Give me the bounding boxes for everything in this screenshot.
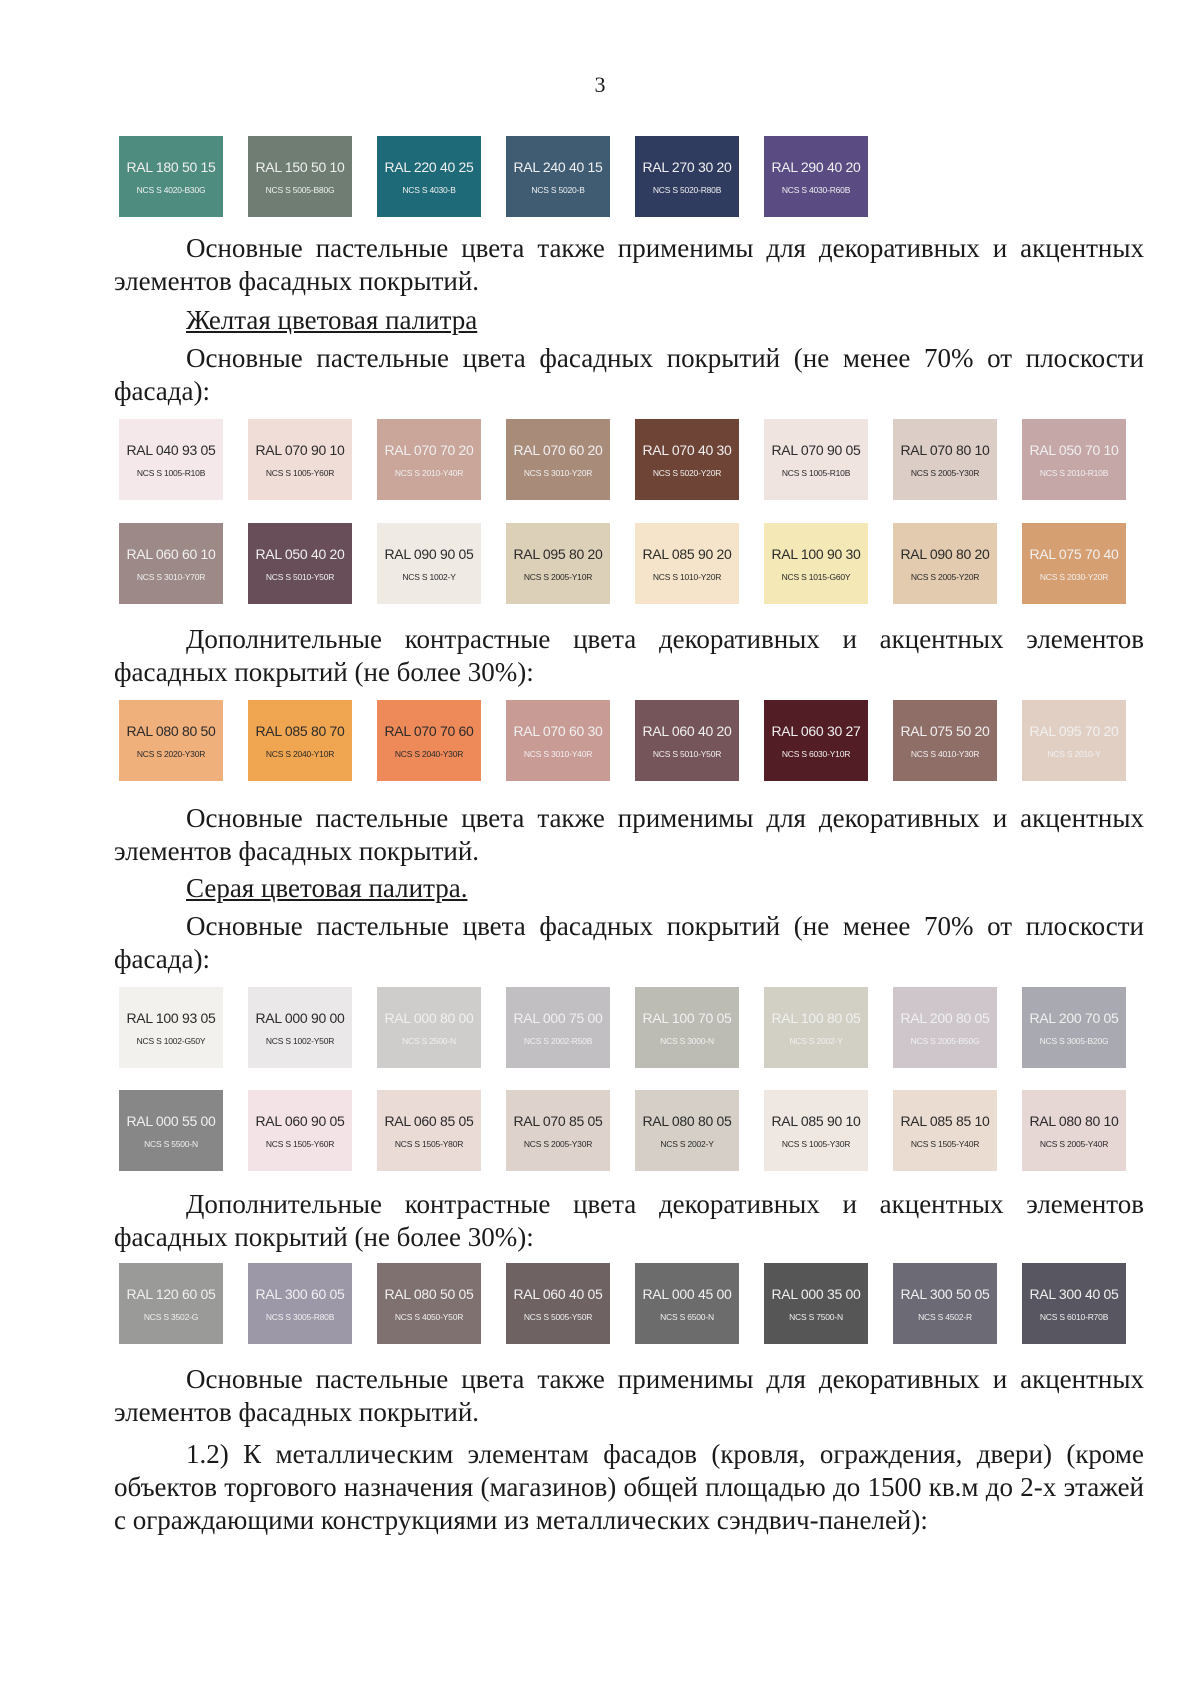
- swatch-ral-code: RAL 120 60 05: [126, 1285, 216, 1302]
- swatch-ral-code: RAL 070 80 10: [900, 441, 990, 458]
- color-swatch: [119, 523, 223, 604]
- swatch-ncs-code: NCS S 2010-R10B: [1039, 467, 1109, 478]
- swatch-ral-code: RAL 070 60 30: [513, 722, 603, 739]
- swatch-ncs-code: NCS S 2010-Y: [1047, 748, 1101, 759]
- swatch-ncs-code: NCS S 5010-Y50R: [265, 571, 335, 582]
- color-swatch: [635, 136, 739, 217]
- swatch-ncs-code: NCS S 1505-Y80R: [394, 1138, 464, 1149]
- swatch-ncs-code: NCS S 5020-Y20R: [652, 467, 722, 478]
- swatch-ncs-code: NCS S 2005-Y20R: [910, 571, 980, 582]
- swatch-ral-code: RAL 080 50 05: [384, 1285, 474, 1302]
- swatch-ncs-code: NCS S 4020-B30G: [136, 184, 206, 195]
- color-swatch: [119, 987, 223, 1068]
- swatch-ncs-code: NCS S 4030-B: [402, 184, 456, 195]
- paragraph-pastel-note-3: Основные пастельные цвета также применимы для декоративных и акцентных элементов фасадных покрытий.: [114, 1364, 1144, 1427]
- swatch-ncs-code: NCS S 1015-G60Y: [781, 571, 851, 582]
- swatch-ral-code: RAL 075 70 40: [1029, 545, 1119, 562]
- color-swatch: [506, 987, 610, 1068]
- page-number: 3: [594, 72, 606, 97]
- swatch-ncs-code: NCS S 4502-R: [918, 1311, 972, 1322]
- color-swatch: [1022, 1090, 1126, 1171]
- color-swatch: [893, 700, 997, 781]
- swatch-ral-code: RAL 100 80 05: [771, 1009, 861, 1026]
- color-swatch: [764, 523, 868, 604]
- color-swatch: [248, 987, 352, 1068]
- swatch-ncs-code: NCS S 7500-N: [789, 1311, 843, 1322]
- swatch-ncs-code: NCS S 1005-Y30R: [781, 1138, 851, 1149]
- color-swatch: [119, 700, 223, 781]
- swatch-ncs-code: NCS S 5005-B80G: [265, 184, 335, 195]
- swatch-ral-code: RAL 300 40 05: [1029, 1285, 1119, 1302]
- color-swatch: [119, 1090, 223, 1171]
- swatch-ncs-code: NCS S 2040-Y30R: [394, 748, 464, 759]
- swatch-ncs-code: NCS S 2005-B50G: [910, 1035, 980, 1046]
- color-swatch: [635, 1263, 739, 1344]
- swatch-ral-code: RAL 300 60 05: [255, 1285, 345, 1302]
- swatch-ral-code: RAL 085 90 10: [771, 1112, 861, 1129]
- swatch-ncs-code: NCS S 2005-Y30R: [523, 1138, 593, 1149]
- swatch-ral-code: RAL 070 40 30: [642, 441, 732, 458]
- color-swatch: [764, 700, 868, 781]
- swatch-ral-code: RAL 095 70 20: [1029, 722, 1119, 739]
- color-swatch: [506, 136, 610, 217]
- paragraph-metal-elements: 1.2) К металлическим элементам фасадов (кровля, ограждения, двери) (кроме объектов торгового назначения (магазинов) общей площадью до 1500 кв.м до 2-х этажей с ограждающими конструкциями из металлических сэндвич-панелей):: [114, 1439, 1144, 1535]
- swatch-ral-code: RAL 200 70 05: [1029, 1009, 1119, 1026]
- color-swatch: [506, 1090, 610, 1171]
- color-swatch: [893, 1090, 997, 1171]
- swatch-ral-code: RAL 070 60 20: [513, 441, 603, 458]
- swatch-ncs-code: NCS S 4050-Y50R: [394, 1311, 464, 1322]
- swatch-ncs-code: NCS S 2002-R50B: [523, 1035, 593, 1046]
- color-swatch: [119, 1263, 223, 1344]
- swatch-ral-code: RAL 100 70 05: [642, 1009, 732, 1026]
- color-swatch: [119, 136, 223, 217]
- swatch-ral-code: RAL 000 80 00: [384, 1009, 474, 1026]
- swatch-ral-code: RAL 060 40 20: [642, 722, 732, 739]
- swatch-row-grey-main-2: [119, 1090, 1151, 1171]
- color-swatch: [248, 700, 352, 781]
- swatch-ncs-code: NCS S 1002-Y50R: [265, 1035, 335, 1046]
- paragraph-pastel-note-2: Основные пастельные цвета также применимы для декоративных и акцентных элементов фасадных покрытий.: [114, 803, 1144, 866]
- swatch-ral-code: RAL 000 55 00: [126, 1112, 216, 1129]
- swatch-ral-code: RAL 060 40 05: [513, 1285, 603, 1302]
- swatch-row-grey-contrast: [119, 1263, 1151, 1344]
- color-swatch: [506, 700, 610, 781]
- swatch-ncs-code: NCS S 2030-Y20R: [1039, 571, 1109, 582]
- swatch-ncs-code: NCS S 2002-Y: [660, 1138, 714, 1149]
- swatch-ral-code: RAL 060 60 10: [126, 545, 216, 562]
- heading-yellow-palette: Желтая цветовая палитра: [186, 305, 478, 335]
- swatch-ncs-code: NCS S 3005-R80B: [265, 1311, 335, 1322]
- swatch-ral-code: RAL 050 70 10: [1029, 441, 1119, 458]
- heading-grey-palette: Серая цветовая палитра.: [186, 873, 468, 903]
- swatch-ral-code: RAL 200 80 05: [900, 1009, 990, 1026]
- swatch-ral-code: RAL 090 80 20: [900, 545, 990, 562]
- color-swatch: [248, 523, 352, 604]
- color-swatch: [506, 523, 610, 604]
- swatch-row-yellow-main-1: [119, 419, 1151, 500]
- swatch-ral-code: RAL 060 85 05: [384, 1112, 474, 1129]
- swatch-ral-code: RAL 060 90 05: [255, 1112, 345, 1129]
- swatch-row-yellow-contrast: [119, 700, 1151, 781]
- swatch-ncs-code: NCS S 3000-N: [660, 1035, 714, 1046]
- color-swatch: [377, 136, 481, 217]
- swatch-ncs-code: NCS S 3005-B20G: [1039, 1035, 1109, 1046]
- swatch-ral-code: RAL 300 50 05: [900, 1285, 990, 1302]
- color-swatch: [377, 1263, 481, 1344]
- color-swatch: [635, 419, 739, 500]
- swatch-ral-code: RAL 000 90 00: [255, 1009, 345, 1026]
- swatch-ncs-code: NCS S 5500-N: [144, 1138, 198, 1149]
- paragraph-main-pastel-yellow: Основные пастельные цвета фасадных покрытий (не менее 70% от плоскости фасада):: [114, 343, 1144, 406]
- paragraph-pastel-note-1: Основные пастельные цвета также применимы для декоративных и акцентных элементов фасадных покрытий.: [114, 233, 1144, 296]
- swatch-ncs-code: NCS S 5010-Y50R: [652, 748, 722, 759]
- swatch-ral-code: RAL 270 30 20: [642, 158, 732, 175]
- swatch-row-grey-main-1: [119, 987, 1151, 1068]
- color-swatch: [893, 523, 997, 604]
- swatch-ral-code: RAL 070 70 20: [384, 441, 474, 458]
- swatch-ncs-code: NCS S 6010-R70B: [1039, 1311, 1109, 1322]
- color-swatch: [893, 1263, 997, 1344]
- swatch-ral-code: RAL 075 50 20: [900, 722, 990, 739]
- swatch-ral-code: RAL 070 90 10: [255, 441, 345, 458]
- color-swatch: [377, 987, 481, 1068]
- swatch-ncs-code: NCS S 2040-Y10R: [265, 748, 335, 759]
- color-swatch: [764, 1263, 868, 1344]
- swatch-ral-code: RAL 100 90 30: [771, 545, 861, 562]
- color-swatch: [377, 700, 481, 781]
- color-swatch: [635, 987, 739, 1068]
- swatch-ncs-code: NCS S 1005-Y60R: [265, 467, 335, 478]
- color-swatch: [764, 419, 868, 500]
- swatch-ncs-code: NCS S 5020-R80B: [652, 184, 722, 195]
- color-swatch: [119, 419, 223, 500]
- swatch-ral-code: RAL 050 40 20: [255, 545, 345, 562]
- swatch-ncs-code: NCS S 2005-Y30R: [910, 467, 980, 478]
- color-swatch: [248, 136, 352, 217]
- swatch-ral-code: RAL 095 80 20: [513, 545, 603, 562]
- swatch-ncs-code: NCS S 5020-B: [531, 184, 585, 195]
- swatch-ncs-code: NCS S 3010-Y70R: [136, 571, 206, 582]
- color-swatch: [764, 1090, 868, 1171]
- swatch-ncs-code: NCS S 1002-Y: [402, 571, 456, 582]
- color-swatch: [893, 987, 997, 1068]
- color-swatch: [248, 419, 352, 500]
- swatch-ral-code: RAL 290 40 20: [771, 158, 861, 175]
- swatch-ncs-code: NCS S 2002-Y: [789, 1035, 843, 1046]
- swatch-ral-code: RAL 060 30 27: [771, 722, 861, 739]
- swatch-row-yellow-main-2: [119, 523, 1151, 604]
- swatch-ral-code: RAL 240 40 15: [513, 158, 603, 175]
- swatch-ral-code: RAL 090 90 05: [384, 545, 474, 562]
- paragraph-contrast-yellow: Дополнительные контрастные цвета декоративных и акцентных элементов фасадных покрытий (не более 30%):: [114, 624, 1144, 687]
- color-swatch: [248, 1263, 352, 1344]
- swatch-ral-code: RAL 000 35 00: [771, 1285, 861, 1302]
- swatch-ral-code: RAL 000 75 00: [513, 1009, 603, 1026]
- color-swatch: [764, 136, 868, 217]
- swatch-row-green-blue: [119, 136, 893, 217]
- swatch-ral-code: RAL 180 50 15: [126, 158, 216, 175]
- color-swatch: [377, 1090, 481, 1171]
- color-swatch: [1022, 987, 1126, 1068]
- color-swatch: [635, 700, 739, 781]
- swatch-ncs-code: NCS S 1005-R10B: [136, 467, 206, 478]
- swatch-ral-code: RAL 085 85 10: [900, 1112, 990, 1129]
- swatch-ral-code: RAL 070 70 60: [384, 722, 474, 739]
- swatch-ral-code: RAL 070 90 05: [771, 441, 861, 458]
- color-swatch: [635, 523, 739, 604]
- swatch-ncs-code: NCS S 4030-R60B: [781, 184, 851, 195]
- swatch-ral-code: RAL 000 45 00: [642, 1285, 732, 1302]
- swatch-ral-code: RAL 080 80 50: [126, 722, 216, 739]
- swatch-ral-code: RAL 100 93 05: [126, 1009, 216, 1026]
- swatch-ncs-code: NCS S 4010-Y30R: [910, 748, 980, 759]
- swatch-ncs-code: NCS S 6030-Y10R: [781, 748, 851, 759]
- swatch-ncs-code: NCS S 2020-Y30R: [136, 748, 206, 759]
- color-swatch: [248, 1090, 352, 1171]
- swatch-ncs-code: NCS S 6500-N: [660, 1311, 714, 1322]
- color-swatch: [377, 523, 481, 604]
- color-swatch: [1022, 523, 1126, 604]
- color-swatch: [1022, 700, 1126, 781]
- swatch-ral-code: RAL 085 80 70: [255, 722, 345, 739]
- swatch-ral-code: RAL 080 80 05: [642, 1112, 732, 1129]
- swatch-ncs-code: NCS S 2010-Y40R: [394, 467, 464, 478]
- swatch-ncs-code: NCS S 1002-G50Y: [136, 1035, 206, 1046]
- color-swatch: [635, 1090, 739, 1171]
- swatch-ncs-code: NCS S 1010-Y20R: [652, 571, 722, 582]
- swatch-ral-code: RAL 070 85 05: [513, 1112, 603, 1129]
- color-swatch: [506, 1263, 610, 1344]
- swatch-ral-code: RAL 150 50 10: [255, 158, 345, 175]
- swatch-ral-code: RAL 220 40 25: [384, 158, 474, 175]
- swatch-ncs-code: NCS S 2500-N: [402, 1035, 456, 1046]
- swatch-ncs-code: NCS S 3010-Y20R: [523, 467, 593, 478]
- paragraph-main-pastel-grey: Основные пастельные цвета фасадных покрытий (не менее 70% от плоскости фасада):: [114, 911, 1144, 974]
- swatch-ncs-code: NCS S 3502-G: [143, 1311, 199, 1322]
- swatch-ncs-code: NCS S 1505-Y60R: [265, 1138, 335, 1149]
- color-swatch: [1022, 419, 1126, 500]
- swatch-ral-code: RAL 085 90 20: [642, 545, 732, 562]
- color-swatch: [764, 987, 868, 1068]
- swatch-ral-code: RAL 080 80 10: [1029, 1112, 1119, 1129]
- color-swatch: [506, 419, 610, 500]
- swatch-ncs-code: NCS S 2005-Y10R: [523, 571, 593, 582]
- color-swatch: [893, 419, 997, 500]
- swatch-ncs-code: NCS S 2005-Y40R: [1039, 1138, 1109, 1149]
- paragraph-contrast-grey: Дополнительные контрастные цвета декоративных и акцентных элементов фасадных покрытий (не более 30%):: [114, 1189, 1144, 1252]
- color-swatch: [377, 419, 481, 500]
- swatch-ral-code: RAL 040 93 05: [126, 441, 216, 458]
- swatch-ncs-code: NCS S 1005-R10B: [781, 467, 851, 478]
- swatch-ncs-code: NCS S 1505-Y40R: [910, 1138, 980, 1149]
- swatch-ncs-code: NCS S 3010-Y40R: [523, 748, 593, 759]
- color-swatch: [1022, 1263, 1126, 1344]
- swatch-ncs-code: NCS S 5005-Y50R: [523, 1311, 593, 1322]
